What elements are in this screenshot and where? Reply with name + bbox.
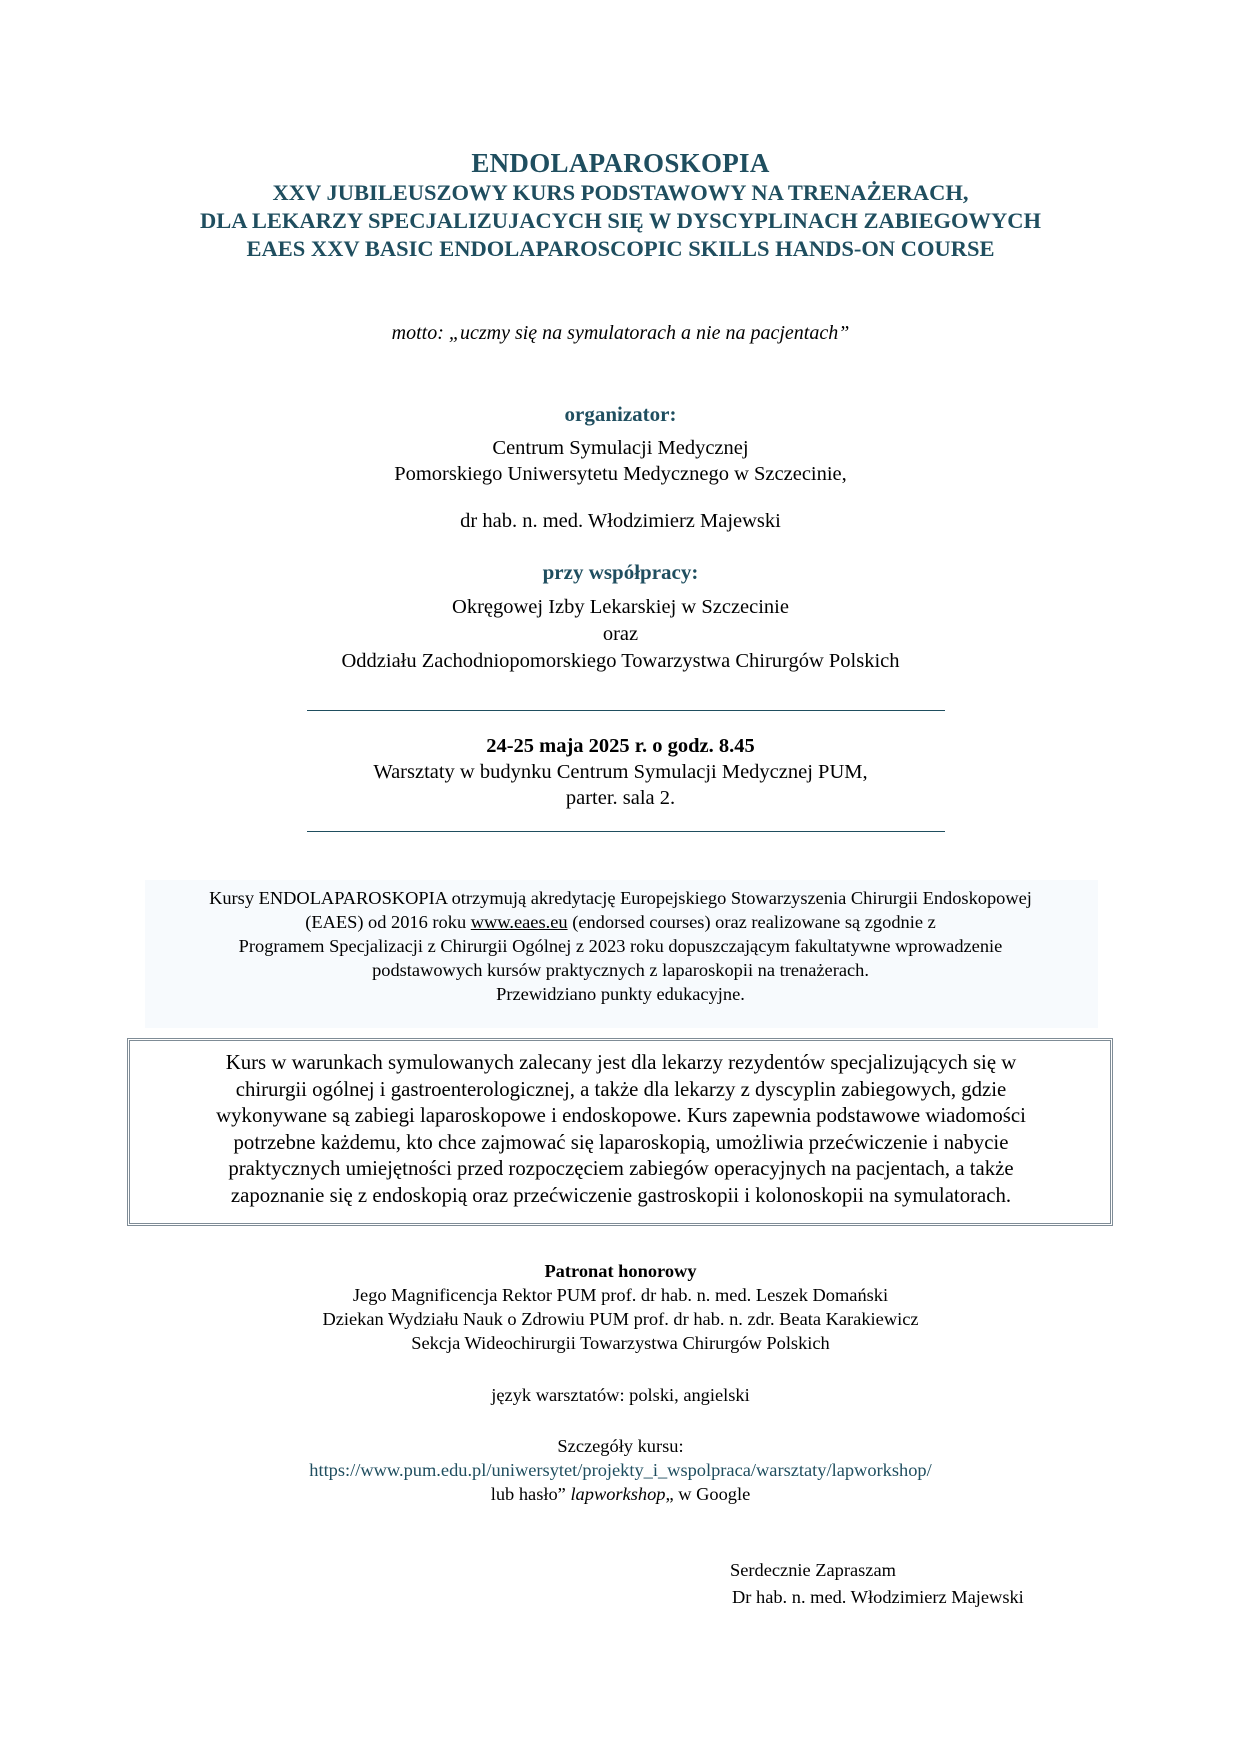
signature-greeting: Serdecznie Zapraszam: [730, 1560, 896, 1580]
patronage-line-1: Jego Magnificencja Rektor PUM prof. dr hab. n. med. Leszek Domański: [352, 1285, 889, 1305]
details-heading: Szczegóły kursu:: [557, 1436, 684, 1456]
patronage-heading: Patronat honorowy: [544, 1261, 697, 1281]
accreditation-line-5: Przewidziano punkty edukacyjne.: [496, 984, 745, 1004]
cooperation-line-2: oraz: [602, 623, 639, 645]
organizer-heading: organizator:: [564, 402, 677, 426]
divider-bottom: [307, 831, 945, 832]
subtitle-line-2: DLA LEKARZY SPECJALIZUJACYCH SIĘ W DYSCYPLINACH ZABIEGOWYCH: [200, 208, 1041, 233]
event-date: 24-25 maja 2025 r. o godz. 8.45: [486, 735, 755, 757]
details-hint-keyword: lapworkshop: [570, 1484, 666, 1504]
eaes-link[interactable]: www.eaes.eu: [470, 912, 568, 932]
cooperation-line-3: Oddziału Zachodniopomorskiego Towarzystwa Chirurgów Polskich: [341, 650, 900, 672]
document-title: ENDOLAPAROSKOPIA: [471, 148, 770, 178]
motto: motto: „uczmy się na symulatorach a nie na pacjentach”: [391, 322, 850, 344]
accreditation-line-2: [0, 911, 1241, 935]
details-hint: [0, 1483, 1241, 1507]
accreditation-line-2-text: (EAES) od 2016 roku: [305, 912, 471, 932]
accreditation-line-2-text-end: (endorsed courses) oraz realizowane są zgodnie z: [567, 912, 936, 932]
description-line-4: potrzebne każdemu, kto chce zajmować się laparoskopią, umożliwia przećwiczenie i nabycie: [233, 1130, 1009, 1154]
signature-name: Dr hab. n. med. Włodzimierz Majewski: [732, 1587, 1024, 1607]
description-text: [160, 1050, 1082, 1209]
course-details-link[interactable]: https://www.pum.edu.pl/uniwersytet/projekty_i_wspolpraca/warsztaty/lapworkshop/: [309, 1460, 932, 1480]
workshop-language: język warsztatów: polski, angielski: [491, 1385, 750, 1405]
subtitle-line-3: EAES XXV BASIC ENDOLAPAROSCOPIC SKILLS HANDS-ON COURSE: [246, 236, 995, 261]
patronage-line-2: Dziekan Wydziału Nauk o Zdrowiu PUM prof. dr hab. n. zdr. Beata Karakiewicz: [322, 1309, 919, 1329]
details-url-line: [0, 1459, 1241, 1483]
accreditation-line-3: Programem Specjalizacji z Chirurgii Ogólnej z 2023 roku dopuszczającym fakultatywne wprowadzenie: [238, 936, 1003, 956]
accreditation-line-1: Kursy ENDOLAPAROSKOPIA otrzymują akredytację Europejskiego Stowarzyszenia Chirurgii Endoskopowej: [209, 888, 1032, 908]
description-line-6: zapoznanie się z endoskopią oraz przećwiczenie gastroskopii i kolonoskopii na symulatorach.: [230, 1183, 1012, 1207]
description-line-5: praktycznych umiejętności przed rozpoczęciem zabiegów operacyjnych na pacjentach, a także: [228, 1157, 1014, 1180]
cooperation-line-1: Okręgowej Izby Lekarskiej w Szczecinie: [452, 596, 789, 618]
details-hint-pre: lub hasło”: [490, 1484, 571, 1504]
patronage-line-3: Sekcja Wideochirurgii Towarzystwa Chirurgów Polskich: [411, 1333, 830, 1353]
cooperation-heading: przy współpracy:: [542, 560, 699, 584]
details-hint-post: „ w Google: [665, 1484, 751, 1504]
event-place-line-1: Warsztaty w budynku Centrum Symulacji Medycznej PUM,: [373, 761, 868, 783]
accreditation-line-4: podstawowych kursów praktycznych z laparoskopii na trenażerach.: [372, 960, 869, 980]
organizer-line-1: Centrum Symulacji Medycznej: [492, 437, 749, 459]
event-place-line-2: parter. sala 2.: [565, 787, 676, 809]
subtitle-line-1: XXV JUBILEUSZOWY KURS PODSTAWOWY NA TRENAŻERACH,: [272, 180, 969, 205]
divider-top: [307, 710, 945, 711]
description-line-1: Kurs w warunkach symulowanych zalecany jest dla lekarzy rezydentów specjalizujących się w: [225, 1051, 1017, 1074]
description-line-3: wykonywane są zabiegi laparoskopowe i endoskopowe. Kurs zapewnia podstawowe wiadomości: [216, 1104, 1026, 1127]
organizer-person: dr hab. n. med. Włodzimierz Majewski: [460, 510, 781, 532]
organizer-line-2: Pomorskiego Uniwersytetu Medycznego w Szczecinie,: [394, 463, 847, 485]
description-line-2: chirurgii ogólnej i gastroenterologicznej, a także dla lekarzy z dyscyplin zabiegowych, gdzie: [235, 1077, 1007, 1101]
